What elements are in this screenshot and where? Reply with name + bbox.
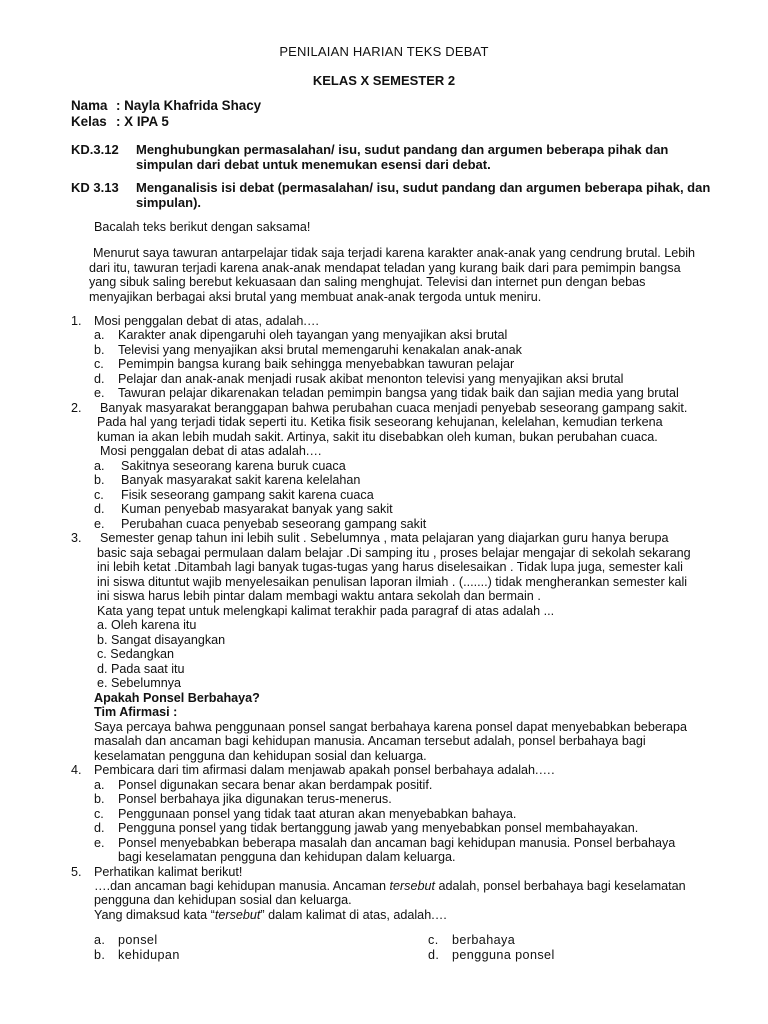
option-text: e. Sebelumnya — [97, 676, 182, 690]
quote-line: pengguna dan kehidupan sosial dan keluarga. — [94, 893, 352, 907]
option-text: Ponsel berbahaya jika digunakan terus-menerus. — [118, 792, 392, 806]
option-text: Pelajar dan anak-anak menjadi rusak akibat menonton televisi yang menyajikan aksi brutal — [118, 372, 624, 386]
option-text: Ponsel menyebabkan beberapa masalah dan ancaman bagi kehidupan manusia. Ponsel berbahaya — [118, 836, 676, 850]
option-letter: c. — [94, 488, 104, 502]
class-value: : X IPA 5 — [116, 114, 169, 129]
option-text: Penggunaan ponsel yang tidak taat aturan akan menyebabkan bahaya. — [118, 807, 517, 821]
option-text: ponsel — [118, 933, 158, 947]
option-text: Tawuran pelajar dikarenakan teladan pemimpin bangsa yang tidak baik dan sajian media yang brutal — [118, 386, 679, 400]
option-text: Sakitnya seseorang karena buruk cuaca — [121, 459, 346, 473]
option-text: Ponsel digunakan secara benar akan berdampak positif. — [118, 778, 433, 792]
option-letter: b. — [94, 792, 105, 806]
kd-line: Menganalisis isi debat (permasalahan/ isu, sudut pandang dan argumen beberapa pihak, dan — [136, 180, 711, 195]
name-value: : Nayla Khafrida Shacy — [116, 98, 262, 113]
option-letter: a. — [94, 778, 105, 792]
question-stem-line: Banyak masyarakat beranggapan bahwa perubahan cuaca menjadi penyebab seseorang gampang sakit. — [100, 401, 688, 415]
question-number: 3. — [71, 531, 82, 545]
option-text: Perubahan cuaca penyebab seseorang gampang sakit — [121, 517, 427, 531]
ask-text: ” dalam kalimat di atas, adalah.… — [260, 908, 448, 922]
option-letter: a. — [94, 328, 105, 342]
ask-text: Yang dimaksud kata “ — [94, 908, 215, 922]
topic-heading: Apakah Ponsel Berbahaya? — [94, 691, 260, 705]
question-stem-line: Mosi penggalan debat di atas adalah.… — [100, 444, 322, 458]
option-letter: c. — [94, 807, 104, 821]
option-text: b. Sangat disayangkan — [97, 633, 226, 647]
option-letter: d. — [428, 948, 440, 962]
question-stem-line: ini siswa harus lebih pintar dalam membagi waktu antara sekolah dan bermain . — [97, 589, 541, 603]
kd-line: Menghubungkan permasalahan/ isu, sudut pandang dan argumen beberapa pihak dan — [136, 142, 669, 157]
option-text: c. Sedangkan — [97, 647, 175, 661]
question-number: 1. — [71, 314, 82, 328]
question-number: 5. — [71, 865, 82, 879]
page-title: PENILAIAN HARIAN TEKS DEBAT — [279, 44, 489, 59]
question-number: 4. — [71, 763, 82, 777]
option-text: kehidupan — [118, 948, 180, 962]
option-letter: d. — [94, 821, 105, 835]
question-stem: Pembicara dari tim afirmasi dalam menjawab apakah ponsel berbahaya adalah.…. — [94, 763, 555, 777]
class-label: Kelas — [71, 114, 107, 129]
name-label: Nama — [71, 98, 108, 113]
option-letter: e. — [94, 836, 105, 850]
option-letter: a. — [94, 459, 105, 473]
option-letter: b. — [94, 343, 105, 357]
question-stem-line: kuman ia akan lebih mudah sakit. Artinya, sakit itu disebabkan oleh kuman, bukan perubahan cuaca. — [97, 430, 658, 444]
question-stem-line: ini lebih ketat .Ditambah lagi banyak tugas-tugas yang harus diselesaikan . Tidak lupa juga, semester kali — [97, 560, 683, 574]
option-text: Televisi yang menyajikan aksi brutal memengaruhi kenakalan anak-anak — [118, 343, 522, 357]
option-text: d. Pada saat itu — [97, 662, 185, 676]
team-label: Tim Afirmasi : — [94, 705, 178, 719]
page-subtitle: KELAS X SEMESTER 2 — [312, 73, 456, 88]
option-letter: c. — [94, 357, 104, 371]
option-text: Pengguna ponsel yang tidak bertanggung jawab yang menyebabkan ponsel membahayakan. — [118, 821, 639, 835]
question-stem-line: Pada hal yang terjadi tidak seperti itu. Ketika fisik seseorang kehujanan, kelelahan, kemudian terkena — [97, 415, 663, 429]
question-stem-line: basic saja sebagai permulaan dalam belajar .Di samping itu , proses belajar mengajar di sekolah sekarang — [97, 546, 691, 560]
question-stem-line: ini siswa dituntut wajib menyelesaikan penulisan laporan ilmiah . (.......) tidak mengherankan semester kali — [97, 575, 688, 589]
quote-text: ….dan ancaman bagi kehidupan manusia. Ancaman — [94, 879, 390, 893]
option-text: Pemimpin bangsa kurang baik sehingga menyebabkan tawuran pelajar — [118, 357, 515, 371]
question-number: 2. — [71, 401, 82, 415]
option-letter: e. — [94, 386, 105, 400]
option-text: pengguna ponsel — [452, 948, 555, 962]
kd-code: KD 3.13 — [71, 180, 119, 195]
kd-line: simpulan). — [136, 195, 202, 210]
question-stem: Mosi penggalan debat di atas, adalah.… — [94, 314, 320, 328]
quote-text: adalah, ponsel berbahaya bagi keselamatan — [434, 879, 686, 893]
option-text: a. Oleh karena itu — [97, 618, 197, 632]
passage-line: Menurut saya tawuran antarpelajar tidak saja terjadi karena karakter anak-anak yang cendrung brutal. Lebih — [93, 246, 696, 260]
passage-line: yang sibuk saling berebut kekuasaan dan saling menghujat. Televisi dan internet pun dengan bebas — [89, 275, 646, 289]
quote-line — [94, 879, 686, 894]
option-text: Kuman penyebab masyarakat banyak yang sakit — [121, 502, 393, 516]
option-letter: c. — [428, 933, 439, 947]
quote-emphasis: tersebut — [389, 879, 435, 893]
question-stem-line: Kata yang tepat untuk melengkapi kalimat terakhir pada paragraf di atas adalah ... — [97, 604, 555, 618]
kd-line: simpulan dari debat untuk menemukan esensi dari debat. — [136, 157, 491, 172]
question-ask — [94, 908, 447, 923]
option-text: Fisik seseorang gampang sakit karena cuaca — [121, 488, 374, 502]
topic-line: masalah dan ancaman bagi kehidupan manusia. Ancaman tersebut adalah, ponsel berbahaya bagi — [94, 734, 646, 748]
topic-line: keselamatan pengguna dan kehidupan sosial dan keluarga. — [94, 749, 427, 763]
question-stem-line: Semester genap tahun ini lebih sulit . Sebelumnya , mata pelajaran yang diajarkan guru hanya berupa — [100, 531, 669, 545]
ask-emphasis: tersebut — [214, 908, 261, 922]
instruction: Bacalah teks berikut dengan saksama! — [94, 220, 311, 234]
option-letter: b. — [94, 473, 105, 487]
question-stem: Perhatikan kalimat berikut! — [94, 865, 243, 879]
option-text-continuation: bagi keselamatan pengguna dan kehidupan dalam keluarga. — [118, 850, 456, 864]
option-letter: a. — [94, 933, 106, 947]
passage-line: dari itu, tawuran terjadi karena anak-anak mendapat teladan yang kurang baik dari para pemimpin bangsa — [89, 261, 681, 275]
option-letter: d. — [94, 502, 105, 516]
option-letter: b. — [94, 948, 106, 962]
option-text: Banyak masyarakat sakit karena kelelahan — [121, 473, 361, 487]
option-text: berbahaya — [452, 933, 516, 947]
option-letter: e. — [94, 517, 105, 531]
topic-line: Saya percaya bahwa penggunaan ponsel sangat berbahaya karena ponsel dapat menyebabkan beberapa — [94, 720, 688, 734]
passage-line: menyajikan berbagai aksi brutal yang membuat anak-anak tergoda untuk meniru. — [89, 290, 542, 304]
option-text: Karakter anak dipengaruhi oleh tayangan yang menyajikan aksi brutal — [118, 328, 508, 342]
kd-code: KD.3.12 — [71, 142, 119, 157]
option-letter: d. — [94, 372, 105, 386]
